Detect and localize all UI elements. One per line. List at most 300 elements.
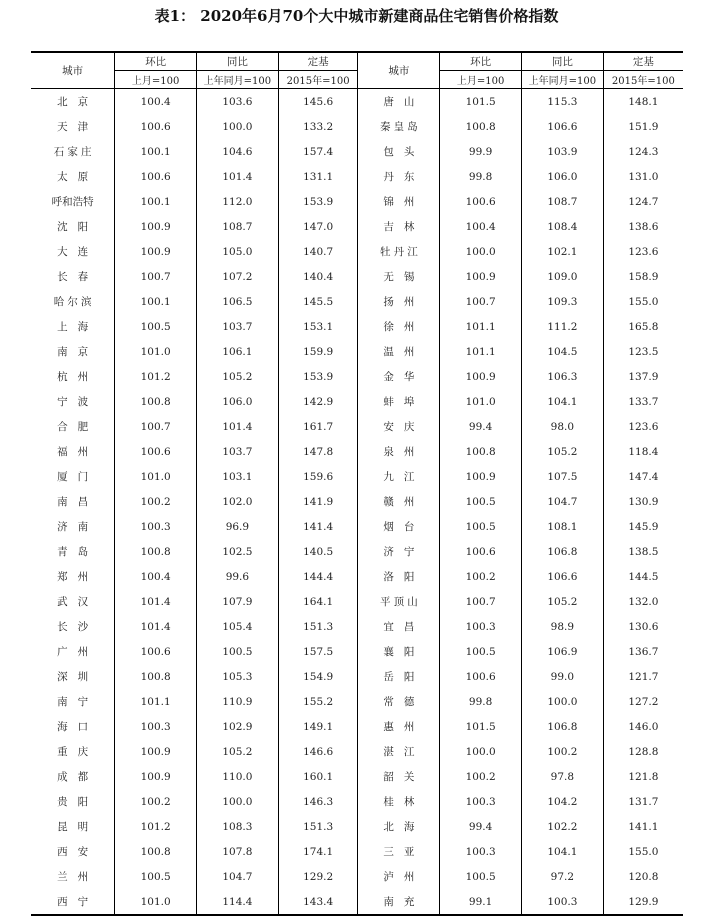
yoy-value: 96.9 xyxy=(197,514,279,539)
city-cell xyxy=(358,864,440,889)
city-cell xyxy=(31,339,115,364)
city-name: 韶关 xyxy=(383,771,425,783)
base-value: 132.0 xyxy=(603,589,683,614)
base-value: 164.1 xyxy=(278,589,358,614)
base-value: 133.7 xyxy=(603,389,683,414)
yoy-value: 104.7 xyxy=(197,864,279,889)
city-cell xyxy=(31,439,115,464)
mom-value: 100.1 xyxy=(115,139,197,164)
city-name: 青岛 xyxy=(57,546,99,558)
mom-header: 环比 xyxy=(115,52,197,71)
table-row xyxy=(31,339,683,364)
base-value: 140.4 xyxy=(278,264,358,289)
base-value: 133.2 xyxy=(278,114,358,139)
base-value: 145.6 xyxy=(278,89,358,115)
city-cell xyxy=(358,164,440,189)
yoy-value: 106.8 xyxy=(521,714,603,739)
yoy-value: 102.0 xyxy=(197,489,279,514)
mom-value: 100.1 xyxy=(115,289,197,314)
yoy-value: 102.1 xyxy=(521,239,603,264)
city-cell xyxy=(31,639,115,664)
city-cell xyxy=(358,214,440,239)
city-name: 秦皇岛 xyxy=(379,121,421,133)
mom-value: 100.3 xyxy=(115,714,197,739)
yoy-value: 105.2 xyxy=(521,589,603,614)
base-value: 159.6 xyxy=(278,464,358,489)
yoy-value: 107.8 xyxy=(197,839,279,864)
city-name: 牡丹江 xyxy=(379,246,421,258)
yoy-value: 105.3 xyxy=(197,664,279,689)
city-name: 长沙 xyxy=(57,621,99,633)
yoy-value: 100.0 xyxy=(197,789,279,814)
yoy-value: 100.5 xyxy=(197,639,279,664)
base-value: 158.9 xyxy=(603,264,683,289)
city-name: 郑州 xyxy=(57,571,99,583)
city-name: 南宁 xyxy=(57,696,99,708)
city-cell xyxy=(358,114,440,139)
mom-value: 100.3 xyxy=(440,839,522,864)
city-name: 福州 xyxy=(57,446,99,458)
city-name: 广州 xyxy=(57,646,99,658)
base-value: 141.4 xyxy=(278,514,358,539)
mom-value: 99.1 xyxy=(440,889,522,915)
yoy-value: 100.0 xyxy=(521,689,603,714)
base-value: 123.6 xyxy=(603,414,683,439)
mom-value: 101.1 xyxy=(440,339,522,364)
base-value: 120.8 xyxy=(603,864,683,889)
city-cell xyxy=(31,689,115,714)
base-value: 131.1 xyxy=(278,164,358,189)
city-cell xyxy=(31,264,115,289)
mom-value: 100.8 xyxy=(115,839,197,864)
mom-value: 100.6 xyxy=(115,114,197,139)
city-name: 岳阳 xyxy=(383,671,425,683)
table-row xyxy=(31,814,683,839)
city-cell xyxy=(358,339,440,364)
mom-value: 101.1 xyxy=(440,314,522,339)
base-value: 151.9 xyxy=(603,114,683,139)
table-row xyxy=(31,664,683,689)
city-cell xyxy=(358,189,440,214)
table-row xyxy=(31,414,683,439)
city-cell xyxy=(31,839,115,864)
table-title: 表1： 2020年6月70个大中城市新建商品住宅销售价格指数 xyxy=(154,7,559,25)
mom-value: 100.6 xyxy=(440,539,522,564)
mom-header-right: 环比 xyxy=(440,52,522,71)
mom-value: 100.5 xyxy=(440,864,522,889)
yoy-value: 109.3 xyxy=(521,289,603,314)
base-value: 138.5 xyxy=(603,539,683,564)
base-value: 144.5 xyxy=(603,564,683,589)
base-value: 118.4 xyxy=(603,439,683,464)
table-row xyxy=(31,764,683,789)
mom-value: 100.6 xyxy=(440,664,522,689)
yoy-value: 104.1 xyxy=(521,839,603,864)
base-value: 174.1 xyxy=(278,839,358,864)
table-row xyxy=(31,389,683,414)
yoy-value: 105.4 xyxy=(197,614,279,639)
city-cell xyxy=(31,864,115,889)
yoy-header-right: 同比 xyxy=(521,52,603,71)
city-cell xyxy=(358,389,440,414)
yoy-value: 110.9 xyxy=(197,689,279,714)
yoy-value: 106.6 xyxy=(521,564,603,589)
city-header-right: 城市 xyxy=(358,52,440,89)
yoy-header: 同比 xyxy=(197,52,279,71)
city-name: 上海 xyxy=(57,321,99,333)
mom-value: 101.5 xyxy=(440,89,522,115)
table-row xyxy=(31,139,683,164)
city-name: 西安 xyxy=(57,846,99,858)
yoy-value: 100.0 xyxy=(197,114,279,139)
base-subheader-right: 2015年=100 xyxy=(603,71,683,89)
mom-value: 101.0 xyxy=(440,389,522,414)
base-value: 131.7 xyxy=(603,789,683,814)
city-header: 城市 xyxy=(62,65,84,77)
mom-value: 100.2 xyxy=(115,789,197,814)
mom-value: 100.0 xyxy=(440,239,522,264)
base-value: 155.0 xyxy=(603,839,683,864)
city-cell xyxy=(358,539,440,564)
city-cell xyxy=(358,664,440,689)
table-row xyxy=(31,214,683,239)
yoy-value: 106.9 xyxy=(521,639,603,664)
city-cell xyxy=(31,539,115,564)
table-body xyxy=(31,89,683,916)
city-name: 杭州 xyxy=(57,371,99,383)
table-row xyxy=(31,489,683,514)
base-value: 153.9 xyxy=(278,189,358,214)
base-value: 128.8 xyxy=(603,739,683,764)
city-name: 平顶山 xyxy=(379,596,421,608)
base-value: 140.7 xyxy=(278,239,358,264)
mom-value: 99.9 xyxy=(440,139,522,164)
city-name: 襄阳 xyxy=(383,646,425,658)
table-row xyxy=(31,614,683,639)
base-subheader: 2015年=100 xyxy=(278,71,358,89)
yoy-value: 115.3 xyxy=(521,89,603,115)
city-cell xyxy=(31,564,115,589)
yoy-value: 100.3 xyxy=(521,889,603,915)
base-value: 155.0 xyxy=(603,289,683,314)
table-row xyxy=(31,189,683,214)
mom-subheader-right: 上月=100 xyxy=(440,71,522,89)
mom-value: 100.6 xyxy=(115,439,197,464)
mom-value: 100.4 xyxy=(115,89,197,115)
price-index-table xyxy=(31,51,683,916)
table-row xyxy=(31,889,683,915)
city-cell xyxy=(31,314,115,339)
base-value: 146.6 xyxy=(278,739,358,764)
city-cell xyxy=(358,614,440,639)
table-row xyxy=(31,514,683,539)
mom-value: 101.4 xyxy=(115,614,197,639)
mom-value: 100.9 xyxy=(115,739,197,764)
base-value: 123.5 xyxy=(603,339,683,364)
city-cell xyxy=(31,164,115,189)
city-cell xyxy=(358,639,440,664)
yoy-value: 102.9 xyxy=(197,714,279,739)
city-cell xyxy=(358,464,440,489)
city-name: 长春 xyxy=(57,271,99,283)
table-row xyxy=(31,839,683,864)
base-value: 144.4 xyxy=(278,564,358,589)
yoy-value: 108.1 xyxy=(521,514,603,539)
city-cell xyxy=(358,89,440,115)
base-value: 124.7 xyxy=(603,189,683,214)
city-cell xyxy=(358,714,440,739)
yoy-value: 104.6 xyxy=(197,139,279,164)
base-value: 129.2 xyxy=(278,864,358,889)
mom-value: 100.9 xyxy=(440,464,522,489)
base-value: 147.0 xyxy=(278,214,358,239)
yoy-value: 108.4 xyxy=(521,214,603,239)
city-name: 湛江 xyxy=(383,746,425,758)
base-value: 141.9 xyxy=(278,489,358,514)
mom-value: 100.3 xyxy=(440,614,522,639)
table-row xyxy=(31,589,683,614)
mom-value: 100.6 xyxy=(115,164,197,189)
city-name: 大连 xyxy=(57,246,99,258)
base-value: 146.0 xyxy=(603,714,683,739)
yoy-value: 106.1 xyxy=(197,339,279,364)
mom-value: 100.5 xyxy=(440,489,522,514)
city-name: 洛阳 xyxy=(383,571,425,583)
base-value: 154.9 xyxy=(278,664,358,689)
city-cell xyxy=(358,689,440,714)
mom-value: 100.0 xyxy=(440,739,522,764)
mom-value: 100.5 xyxy=(440,514,522,539)
mom-value: 100.9 xyxy=(115,214,197,239)
mom-value: 100.5 xyxy=(115,864,197,889)
city-cell xyxy=(31,189,115,214)
mom-subheader: 上月=100 xyxy=(115,71,197,89)
base-value: 146.3 xyxy=(278,789,358,814)
mom-value: 101.2 xyxy=(115,814,197,839)
mom-value: 100.8 xyxy=(115,664,197,689)
city-name: 南充 xyxy=(383,896,425,908)
city-cell xyxy=(31,139,115,164)
city-name: 泉州 xyxy=(383,446,425,458)
mom-value: 100.2 xyxy=(440,764,522,789)
city-name: 丹东 xyxy=(383,171,425,183)
yoy-subheader-right: 上年同月=100 xyxy=(521,71,603,89)
mom-value: 101.5 xyxy=(440,714,522,739)
city-name: 海口 xyxy=(57,721,99,733)
base-value: 157.4 xyxy=(278,139,358,164)
city-name: 赣州 xyxy=(383,496,425,508)
city-name: 唐山 xyxy=(383,96,425,108)
yoy-value: 106.3 xyxy=(521,364,603,389)
table-row xyxy=(31,89,683,115)
mom-value: 99.4 xyxy=(440,814,522,839)
city-name: 包头 xyxy=(383,146,425,158)
base-value: 138.6 xyxy=(603,214,683,239)
mom-value: 100.1 xyxy=(115,189,197,214)
city-name: 南京 xyxy=(57,346,99,358)
table-row xyxy=(31,364,683,389)
yoy-value: 104.7 xyxy=(521,489,603,514)
base-value: 159.9 xyxy=(278,339,358,364)
base-value: 124.3 xyxy=(603,139,683,164)
city-cell xyxy=(31,714,115,739)
city-cell xyxy=(31,214,115,239)
city-name: 烟台 xyxy=(383,521,425,533)
yoy-value: 99.6 xyxy=(197,564,279,589)
city-cell xyxy=(31,239,115,264)
mom-value: 101.0 xyxy=(115,889,197,915)
base-value: 127.2 xyxy=(603,689,683,714)
yoy-value: 110.0 xyxy=(197,764,279,789)
city-cell xyxy=(31,114,115,139)
base-value: 160.1 xyxy=(278,764,358,789)
yoy-value: 105.2 xyxy=(197,739,279,764)
mom-value: 101.0 xyxy=(115,464,197,489)
yoy-value: 103.6 xyxy=(197,89,279,115)
base-value: 153.1 xyxy=(278,314,358,339)
yoy-value: 106.8 xyxy=(521,539,603,564)
yoy-value: 99.0 xyxy=(521,664,603,689)
table-row xyxy=(31,289,683,314)
city-name: 扬州 xyxy=(383,296,425,308)
yoy-value: 108.3 xyxy=(197,814,279,839)
city-name: 宜昌 xyxy=(383,621,425,633)
city-name: 济南 xyxy=(57,521,99,533)
city-cell xyxy=(31,589,115,614)
city-name: 温州 xyxy=(383,346,425,358)
city-cell xyxy=(31,889,115,915)
city-name: 九江 xyxy=(383,471,425,483)
mom-value: 99.8 xyxy=(440,689,522,714)
city-name: 武汉 xyxy=(57,596,99,608)
city-cell xyxy=(358,264,440,289)
base-value: 123.6 xyxy=(603,239,683,264)
city-cell xyxy=(358,489,440,514)
mom-value: 100.9 xyxy=(440,364,522,389)
base-value: 137.9 xyxy=(603,364,683,389)
city-name: 呼和浩特 xyxy=(51,196,94,208)
table-row xyxy=(31,164,683,189)
mom-value: 100.9 xyxy=(440,264,522,289)
city-name: 济宁 xyxy=(383,546,425,558)
yoy-value: 111.2 xyxy=(521,314,603,339)
yoy-value: 98.0 xyxy=(521,414,603,439)
city-cell xyxy=(358,589,440,614)
yoy-value: 101.4 xyxy=(197,414,279,439)
city-name: 徐州 xyxy=(383,321,425,333)
city-name: 太原 xyxy=(57,171,99,183)
mom-value: 100.9 xyxy=(115,239,197,264)
city-cell xyxy=(31,789,115,814)
base-value: 121.8 xyxy=(603,764,683,789)
mom-value: 100.9 xyxy=(115,764,197,789)
yoy-value: 112.0 xyxy=(197,189,279,214)
mom-value: 100.8 xyxy=(440,439,522,464)
base-value: 155.2 xyxy=(278,689,358,714)
table-row xyxy=(31,789,683,814)
city-cell xyxy=(358,739,440,764)
city-cell xyxy=(31,664,115,689)
table-row xyxy=(31,739,683,764)
yoy-value: 107.2 xyxy=(197,264,279,289)
city-cell xyxy=(31,414,115,439)
mom-value: 100.3 xyxy=(440,789,522,814)
city-name: 南昌 xyxy=(57,496,99,508)
yoy-value: 106.6 xyxy=(521,114,603,139)
city-cell xyxy=(31,289,115,314)
mom-value: 100.6 xyxy=(440,189,522,214)
yoy-value: 97.2 xyxy=(521,864,603,889)
city-name: 天津 xyxy=(57,121,99,133)
mom-value: 100.4 xyxy=(440,214,522,239)
yoy-value: 104.2 xyxy=(521,789,603,814)
yoy-subheader: 上年同月=100 xyxy=(197,71,279,89)
city-cell xyxy=(358,289,440,314)
city-cell xyxy=(31,489,115,514)
mom-value: 99.4 xyxy=(440,414,522,439)
base-value: 145.5 xyxy=(278,289,358,314)
table-row xyxy=(31,239,683,264)
yoy-value: 104.1 xyxy=(521,389,603,414)
yoy-value: 105.2 xyxy=(197,364,279,389)
mom-value: 101.1 xyxy=(115,689,197,714)
city-cell xyxy=(31,464,115,489)
city-cell xyxy=(358,439,440,464)
base-value: 131.0 xyxy=(603,164,683,189)
base-value: 130.6 xyxy=(603,614,683,639)
mom-value: 100.8 xyxy=(440,114,522,139)
mom-value: 100.8 xyxy=(115,539,197,564)
base-value: 121.7 xyxy=(603,664,683,689)
city-name: 石家庄 xyxy=(53,146,95,158)
city-cell xyxy=(358,139,440,164)
table-row xyxy=(31,464,683,489)
city-name: 哈尔滨 xyxy=(53,296,95,308)
mom-value: 100.2 xyxy=(440,564,522,589)
city-name: 桂林 xyxy=(383,796,425,808)
mom-value: 100.7 xyxy=(115,414,197,439)
city-name: 厦门 xyxy=(57,471,99,483)
base-value: 161.7 xyxy=(278,414,358,439)
city-cell xyxy=(358,764,440,789)
table-row xyxy=(31,864,683,889)
city-cell xyxy=(31,814,115,839)
mom-value: 101.4 xyxy=(115,589,197,614)
mom-value: 101.0 xyxy=(115,339,197,364)
mom-value: 100.5 xyxy=(440,639,522,664)
base-value: 129.9 xyxy=(603,889,683,915)
base-value: 149.1 xyxy=(278,714,358,739)
mom-value: 100.5 xyxy=(115,314,197,339)
city-name: 金华 xyxy=(383,371,425,383)
city-cell xyxy=(31,389,115,414)
city-cell xyxy=(358,789,440,814)
yoy-value: 102.5 xyxy=(197,539,279,564)
table-row xyxy=(31,689,683,714)
table-row xyxy=(31,539,683,564)
city-cell xyxy=(358,514,440,539)
table-row xyxy=(31,264,683,289)
table-header xyxy=(31,52,683,89)
city-name: 三亚 xyxy=(383,846,425,858)
city-cell xyxy=(31,614,115,639)
yoy-value: 103.9 xyxy=(521,139,603,164)
yoy-value: 106.0 xyxy=(521,164,603,189)
table-row xyxy=(31,114,683,139)
city-cell xyxy=(31,364,115,389)
city-name: 泸州 xyxy=(383,871,425,883)
city-cell xyxy=(358,414,440,439)
